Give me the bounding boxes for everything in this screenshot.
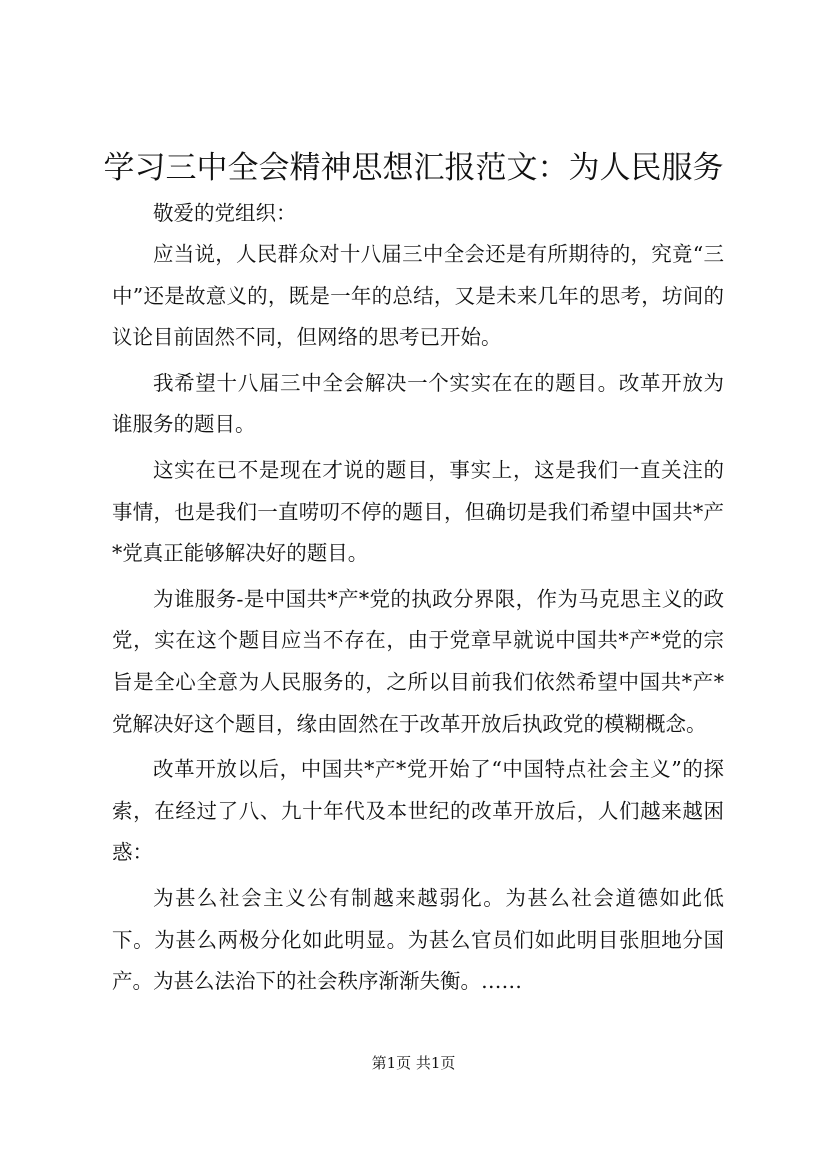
document-body: [112, 196, 724, 1007]
paragraph-6: 为甚么社会主义公有制越来越弱化。为甚么社会道德如此低下。为甚么两极分化如此明显。为甚么官员们如此明目张胆地分国产。为甚么法治下的社会秩序渐渐失衡。……: [112, 885, 724, 994]
paragraph-5: 改革开放以后，中国共*产*党开始了“中国特点社会主义”的探索，在经过了八、九十年代及本世纪的改革开放后，人们越来越困惑：: [112, 757, 724, 865]
document-title: 学习三中全会精神思想汇报范文：为人民服务: [103, 150, 724, 186]
paragraph-4: 为谁服务-是中国共*产*党的执政分界限，作为马克思主义的政党，实在这个题目应当不存在，由于党章早就说中国共*产*党的宗旨是全心全意为人民服务的，之所以目前我们依然希望中国共*产*党解决好这个题目，缘由固然在于改革开放后执政党的模糊概念。: [112, 586, 724, 736]
page-footer: 第1页 共1页: [371, 1054, 456, 1072]
paragraph-3: 这实在已不是现在才说的题目，事实上，这是我们一直关注的事情，也是我们一直唠叨不停的题目，但确切是我们希望中国共*产*党真正能够解决好的题目。: [112, 457, 724, 566]
paragraph-2: 我希望十八届三中全会解决一个实实在在的题目。改革开放为谁服务的题目。: [112, 370, 724, 437]
salutation: 敬爱的党组织：: [153, 201, 297, 225]
paragraph-1: 应当说，人民群众对十八届三中全会还是有所期待的，究竟“三中”还是故意义的，既是一年的总结，又是未来几年的思考，坊间的议论目前固然不同，但网络的思考已开始。: [112, 242, 724, 350]
